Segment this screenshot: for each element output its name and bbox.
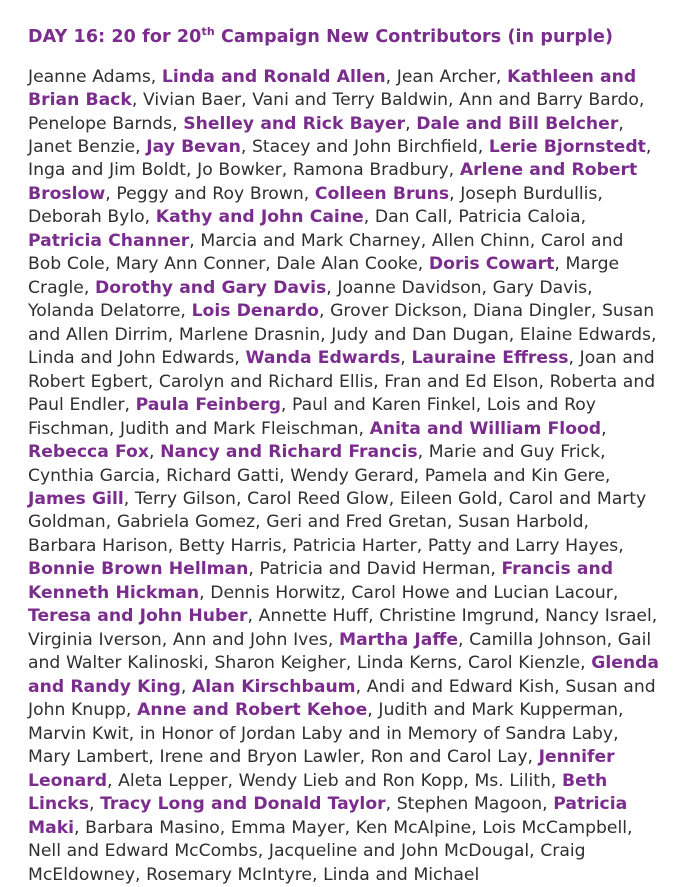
contributor-name-highlighted: Arlene and Robert Broslow (28, 160, 638, 204)
contributor-name-highlighted: Teresa and John Huber (28, 606, 248, 627)
page-title-suffix: Campaign New Contributors (in purple) (214, 27, 614, 47)
contributor-name-highlighted: Kathy and John Caine (155, 207, 364, 228)
contributor-name-highlighted: Lauraine Effress (411, 348, 569, 369)
contributor-name-highlighted: Paula Feinberg (135, 395, 281, 416)
contributor-name-highlighted: Nancy and Richard Francis (160, 442, 418, 463)
contributor-text: , (88, 794, 101, 815)
page-title-superscript: th (201, 25, 215, 39)
contributor-text: , Patricia and David Herman, (248, 559, 502, 580)
contributor-text: , Peggy and Roy Brown, (105, 183, 315, 204)
contributor-text: , (405, 113, 417, 134)
contributor-name-highlighted: Tracy Long and Donald Taylor (100, 794, 386, 815)
contributor-text: , Jean Archer, (385, 66, 508, 87)
contributor-text: , Annette Huff, Christine Imgrund, Nancy Israel, Virginia Iverson, Ann and John Ives, (28, 606, 658, 650)
contributor-text: , Grover Dickson, Diana Dingler, Susan and Allen Dirrim, Marlene Drasnin, Judy and Dan Dugan, Elaine Edwards, Linda and John Edwards, (28, 301, 657, 369)
contributor-text: , Terry Gilson, Carol Reed Glow, Eileen Gold, Carol and Marty Goldman, Gabriela Gomez, Geri and Fred Gretan, Susan Harbold, Barbara Harison, Betty Harris, Patricia Harter, Patty and Larry Hayes, (28, 489, 647, 556)
contributor-text: , Aleta Lepper, Wendy Lieb and Ron Kopp, Ms. Lilith, (107, 770, 563, 791)
contributor-text: , Marge Cragle, (28, 254, 620, 298)
contributor-text: , Joan and Robert Egbert, Carolyn and Richard Ellis, Fran and Ed Elson, Roberta and Paul Endler, (28, 348, 656, 416)
contributor-text: , Dan Call, Patricia Caloia, (363, 207, 587, 228)
contributor-text: , Paul and Karen Finkel, Lois and Roy Fischman, Judith and Mark Fleischman, (28, 395, 596, 439)
contributor-text: , Judith and Mark Kupperman, Marvin Kwit, in Honor of Jordan Laby and in Memory of Sandra Laby, Mary Lambert, Irene and Bryon Lawler, Ron and Carol Lay, (28, 700, 624, 768)
contributor-text: , Marcia and Mark Charney, Allen Chinn, Carol and Bob Cole, Mary Ann Conner, Dale Alan Cooke, (28, 230, 624, 275)
contributor-text: , (400, 348, 412, 369)
contributor-text: , Stephen Magoon, (385, 794, 554, 815)
contributor-name-highlighted: Linda and Ronald Allen (161, 66, 386, 87)
contributor-name-highlighted: Beth Lincks (28, 770, 608, 815)
contributor-name-highlighted: Glenda and Randy King (28, 653, 660, 697)
contributor-name-highlighted: Patricia Maki (28, 794, 628, 838)
contributor-name-highlighted: Jay Bevan (146, 136, 241, 157)
contributor-name-highlighted: Colleen Bruns (314, 183, 450, 204)
contributor-name-highlighted: Kathleen and Brian Back (28, 66, 637, 111)
contributor-name-highlighted: James Gill (28, 489, 124, 510)
contributor-name-highlighted: Lerie Bjornstedt (488, 136, 646, 157)
contributor-text: , (148, 442, 161, 463)
contributor-text: , Marie and Guy Frick, Cynthia Garcia, Richard Gatti, Wendy Gerard, Pamela and Kin Gere, (28, 442, 611, 486)
contributor-name-highlighted: Alan Kirschbaum (191, 676, 356, 697)
contributor-name-highlighted: Anne and Robert Kehoe (137, 700, 368, 721)
contributor-name-highlighted: Martha Jaffe (338, 629, 458, 650)
contributor-name-highlighted: Patricia Channer (28, 230, 190, 251)
contributor-text: , Stacey and John Birchfield, (240, 136, 489, 157)
contributor-name-highlighted: Wanda Edwards (245, 348, 401, 369)
contributor-name-highlighted: Lois Denardo (191, 301, 319, 322)
contributor-name-highlighted: Shelley and Rick Bayer (183, 113, 406, 134)
contributor-text: , Andi and Edward Kish, Susan and John Knupp, (28, 676, 656, 721)
contributor-name-highlighted: Rebecca Fox (28, 442, 149, 463)
contributor-text: , Barbara Masino, Emma Mayer, Ken McAlpine, Lois McCampbell, Nell and Edward McCombs, Jacqueline and John McDougal, Craig McEldowney, Rosemary McIntyre, Linda and Michael (28, 817, 633, 885)
page-title-prefix: DAY 16: 20 for 20 (28, 27, 202, 47)
contributor-name-highlighted: Anita and William Flood (369, 418, 602, 439)
contributor-text: , Joanne Davidson, Gary Davis, Yolanda Delatorre, (28, 277, 593, 322)
contributor-list (28, 66, 662, 887)
contributor-text: , (601, 418, 607, 439)
contributor-name-highlighted: Jennifer Leonard (28, 747, 615, 791)
contributor-name-highlighted: Dorothy and Gary Davis (95, 277, 327, 298)
contributor-text: , (180, 676, 192, 697)
contributor-name-highlighted: Doris Cowart (428, 254, 555, 275)
contributor-name-highlighted: Francis and Kenneth Hickman (28, 559, 614, 603)
contributor-text: , Dennis Horwitz, Carol Howe and Lucian Lacour, (199, 582, 619, 603)
contributor-text: , Joseph Burdullis, Deborah Bylo, (28, 183, 603, 228)
page-title (28, 26, 662, 48)
contributor-text: , Janet Benzie, (28, 113, 624, 157)
contributor-text: , Vivian Baer, Vani and Terry Baldwin, Ann and Barry Bardo, Penelope Barnds, (28, 90, 645, 134)
contributor-name-highlighted: Dale and Bill Belcher (416, 113, 619, 134)
contributor-text: Jeanne Adams, (28, 66, 162, 87)
contributor-text: , Inga and Jim Boldt, Jo Bowker, Ramona Bradbury, (28, 136, 652, 181)
contributor-text: , Camilla Johnson, Gail and Walter Kalinoski, Sharon Keigher, Linda Kerns, Carol Kienzle, (28, 629, 652, 674)
contributor-name-highlighted: Bonnie Brown Hellman (28, 559, 249, 580)
